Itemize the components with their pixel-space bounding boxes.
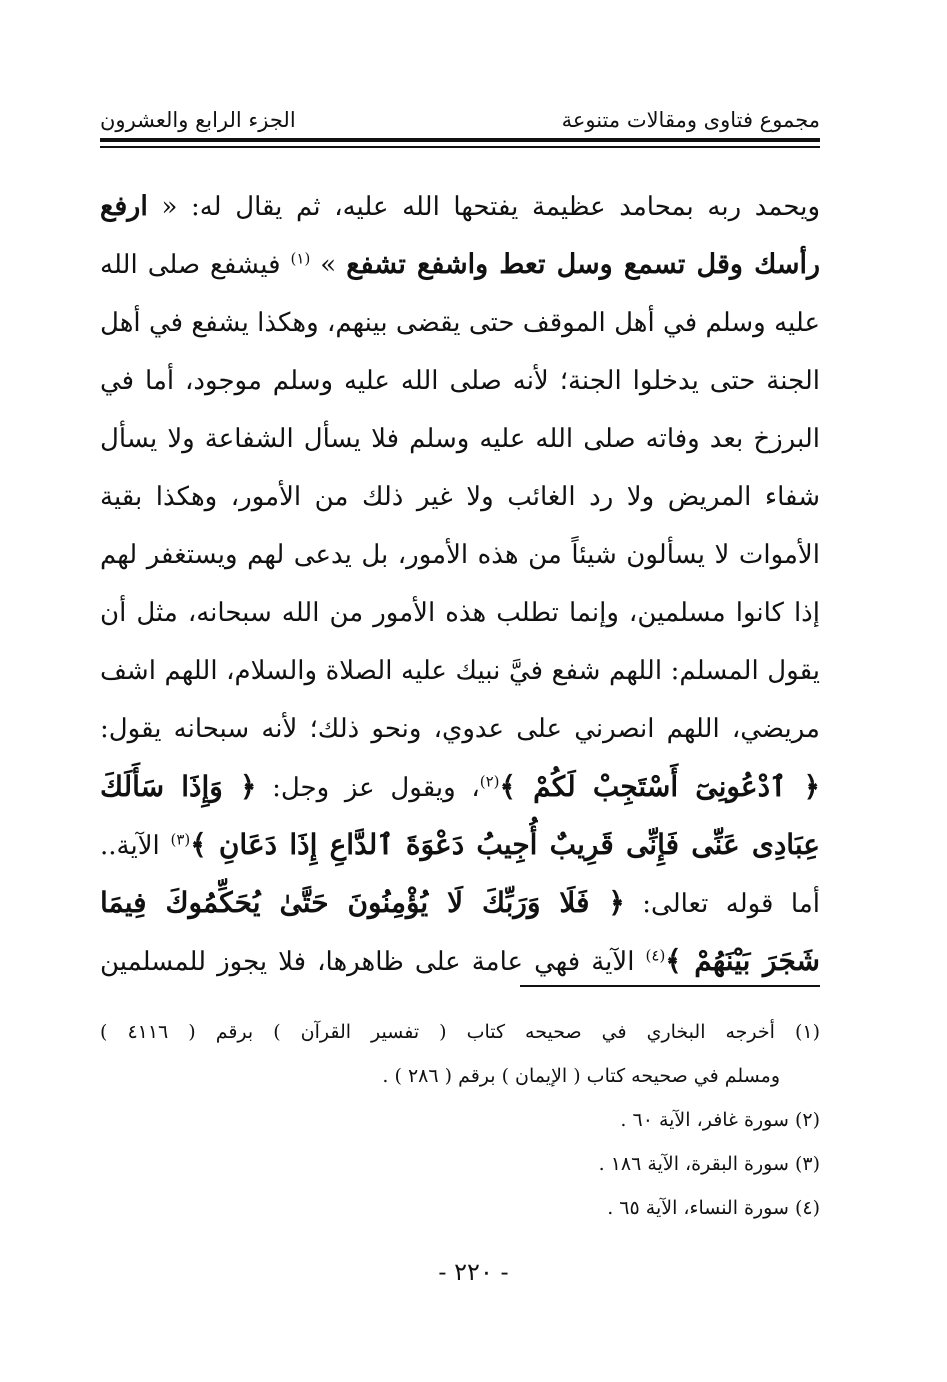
- quran-verse: عِبَادِى عَنِّى فَإِنِّى قَرِيبٌ أُجِيبُ دَعْوَةَ ٱلدَّاعِ إِذَا دَعَانِ ﴾: [190, 828, 820, 861]
- hadith-text: ارفع: [100, 191, 148, 222]
- header-rule-thick: [100, 138, 820, 142]
- text-line: الأموات لا يسألون شيئاً من هذه الأمور، بل يدعى لهم ويستغفر لهم: [100, 540, 820, 570]
- text-line: عليه وسلم في أهل الموقف حتى يقضى بينهم، وهكذا يشفع في أهل: [100, 308, 820, 338]
- quran-verse: ﴿ وَإِذَا سَأَلَكَ: [100, 770, 257, 803]
- hadith-text: رأسك وقل تسمع وسل تعط واشفع تشفع: [346, 249, 820, 280]
- text-segment: الآية فهي عامة على ظاهرها، فلا يجوز للمسلمين: [100, 947, 646, 977]
- footnote-1: (١) أخرجه البخاري في صحيحه كتاب ( تفسير القرآن ) برقم ( ٤١١٦ ): [100, 1021, 820, 1043]
- text-line: البرزخ بعد وفاته صلى الله عليه وسلم فلا يسأل الشفاعة ولا يسأل: [100, 424, 820, 454]
- footnote-4: (٤) سورة النساء، الآية ٦٥ .: [607, 1197, 820, 1219]
- footnote-separator: [520, 985, 820, 987]
- footnote-ref: (٢): [479, 772, 500, 791]
- footnote-ref: (٣): [170, 830, 191, 849]
- main-text: [100, 178, 820, 990]
- text-line: [100, 758, 820, 816]
- text-segment: فيشفع صلى الله: [100, 250, 291, 280]
- footnotes: [100, 1010, 820, 1230]
- text-segment: ويحمد ربه بمحامد عظيمة يفتحها الله عليه، ثم يقال له: «: [161, 192, 820, 222]
- footnote-ref: (٤): [645, 946, 666, 965]
- header-rule-thin: [100, 146, 820, 148]
- footnote-3: (٣) سورة البقرة، الآية ١٨٦ .: [598, 1153, 820, 1175]
- text-line: الجنة حتى يدخلوا الجنة؛ لأنه صلى الله عليه وسلم موجود، أما في: [100, 366, 820, 396]
- text-line: [100, 932, 820, 990]
- page-number: - ٢٢٠ -: [438, 1258, 509, 1286]
- text-line: يقول المسلم: اللهم شفع فيَّ نبيك عليه الصلاة والسلام، اللهم اشف: [100, 656, 820, 686]
- quote-mark: »: [310, 250, 347, 280]
- text-line: [100, 816, 820, 874]
- text-segment: أما قوله تعالى:: [624, 889, 820, 919]
- text-segment: الآية..: [100, 831, 171, 861]
- header-volume: الجزء الرابع والعشرون: [100, 108, 296, 132]
- quran-verse: ﴿ ٱدْعُونِىٓ أَسْتَجِبْ لَكُمْ ﴾: [499, 770, 820, 803]
- text-segment: ، ويقول عز وجل:: [256, 773, 480, 803]
- quran-verse: ﴿ فَلَا وَرَبِّكَ لَا يُؤْمِنُونَ حَتَّىٰ يُحَكِّمُوكَ فِيمَا: [100, 886, 625, 919]
- text-line: [100, 874, 820, 932]
- footnote-1-continued: ومسلم في صحيحه كتاب ( الإيمان ) برقم ( ٢٨٦ ) .: [382, 1065, 780, 1087]
- text-line: إذا كانوا مسلمين، وإنما تطلب هذه الأمور من الله سبحانه، مثل أن: [100, 598, 820, 628]
- footnote-2: (٢) سورة غافر، الآية ٦٠ .: [620, 1109, 820, 1131]
- quran-verse: شَجَرَ بَيْنَهُمْ ﴾: [665, 944, 820, 977]
- header-book-title: مجموع فتاوى ومقالات متنوعة: [561, 108, 820, 132]
- text-line: [100, 178, 820, 236]
- text-line: مريضي، اللهم انصرني على عدوي، ونحو ذلك؛ لأنه سبحانه يقول:: [100, 714, 820, 744]
- text-line: شفاء المريض ولا رد الغائب ولا غير ذلك من الأمور، وهكذا بقية: [100, 482, 820, 512]
- text-line: [100, 236, 820, 294]
- footnote-ref: (١): [290, 249, 311, 268]
- running-header: [100, 96, 820, 132]
